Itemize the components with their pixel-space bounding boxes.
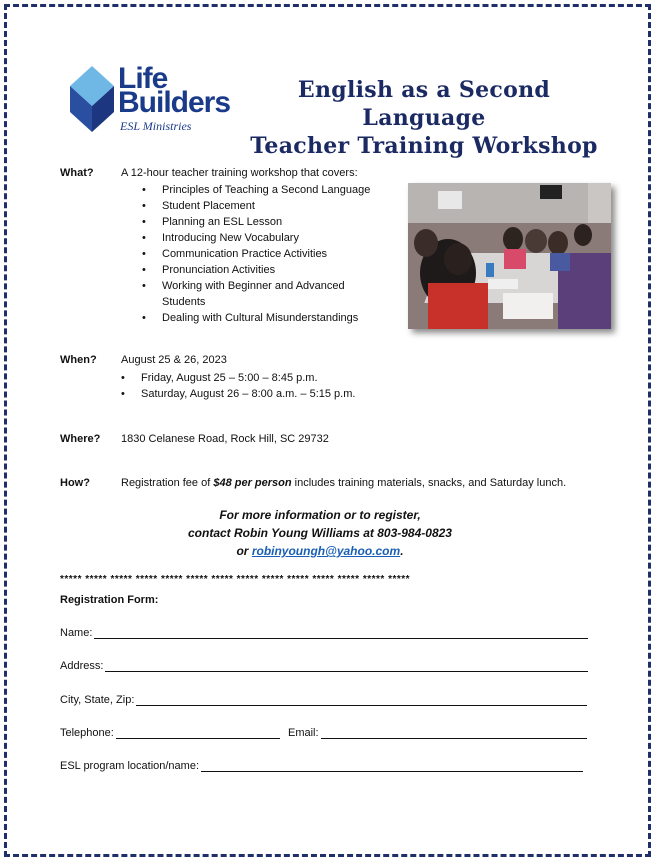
- list-item: • Communication Practice Activities: [142, 246, 382, 262]
- where-label: Where?: [60, 433, 101, 445]
- when-label: When?: [60, 354, 97, 366]
- list-item: • Saturday, August 26 – 8:00 a.m. – 5:15 p.m.: [121, 386, 421, 402]
- email-link[interactable]: robinyoungh@yahoo.com: [251, 544, 401, 558]
- email-line[interactable]: [321, 726, 587, 739]
- contact-line-2: contact Robin Young Williams at 803-984-0823: [188, 526, 452, 540]
- contact-period: .: [400, 544, 404, 558]
- separator: ***** ***** ***** ***** ***** ***** ***** ***** ***** ***** ***** ***** ***** *****: [60, 574, 411, 585]
- list-item: • Working with Beginner and Advanced Students: [142, 278, 382, 310]
- program-line[interactable]: [201, 759, 583, 772]
- registration-fee: $48 per person: [213, 477, 292, 489]
- list-item: • Student Placement: [142, 198, 382, 214]
- contact-line-1: For more information or to register,: [219, 508, 421, 522]
- name-line[interactable]: [94, 626, 588, 639]
- contact-info: [100, 506, 540, 560]
- logo-text-esl-ministries: ESL Ministries: [120, 119, 192, 133]
- list-item: • Introducing New Vocabulary: [142, 230, 382, 246]
- city-state-zip-line[interactable]: [136, 693, 587, 706]
- email-field[interactable]: [288, 726, 587, 739]
- list-item: • Friday, August 25 – 5:00 – 8:45 p.m.: [121, 370, 421, 386]
- list-item: • Dealing with Cultural Misunderstandings: [142, 310, 382, 326]
- telephone-line[interactable]: [116, 726, 280, 739]
- where-address: 1830 Celanese Road, Rock Hill, SC 29732: [121, 433, 329, 445]
- what-label: What?: [60, 167, 94, 179]
- address-label: Address:: [60, 660, 104, 672]
- how-label: How?: [60, 477, 90, 489]
- address-line[interactable]: [105, 659, 588, 672]
- schedule-list: [121, 370, 421, 402]
- program-label: ESL program location/name:: [60, 760, 199, 772]
- topics-list: [142, 182, 382, 326]
- page-title: [244, 76, 604, 160]
- when-dates: August 25 & 26, 2023: [121, 354, 227, 366]
- title-line-1: English as a Second Language: [297, 77, 551, 131]
- how-text-post: includes training materials, snacks, and Saturday lunch.: [291, 477, 567, 489]
- name-field[interactable]: [60, 626, 588, 639]
- list-item: • Pronunciation Activities: [142, 262, 382, 278]
- contact-or: or: [236, 544, 252, 558]
- how-text-pre: Registration fee of: [121, 477, 214, 489]
- city-state-zip-label: City, State, Zip:: [60, 694, 135, 706]
- program-field[interactable]: [60, 759, 583, 772]
- title-line-2: Teacher Training Workshop: [250, 133, 598, 159]
- cube-logo-icon: [68, 66, 116, 134]
- name-label: Name:: [60, 627, 93, 639]
- list-item: • Planning an ESL Lesson: [142, 214, 382, 230]
- logo-text-life: Life: [118, 62, 168, 95]
- life-builders-logo: [68, 62, 238, 134]
- telephone-field[interactable]: [60, 726, 280, 739]
- contact-line-3: [100, 542, 540, 560]
- what-intro: A 12-hour teacher training workshop that covers:: [121, 167, 358, 179]
- list-item: • Principles of Teaching a Second Language: [142, 182, 382, 198]
- registration-form-title: Registration Form:: [60, 594, 159, 606]
- telephone-label: Telephone:: [60, 727, 114, 739]
- classroom-photo: [408, 183, 611, 329]
- logo-text-builders: Builders: [118, 86, 231, 119]
- address-field[interactable]: [60, 659, 588, 672]
- how-text: [121, 477, 566, 489]
- email-label: Email:: [288, 727, 319, 739]
- city-state-zip-field[interactable]: [60, 693, 587, 706]
